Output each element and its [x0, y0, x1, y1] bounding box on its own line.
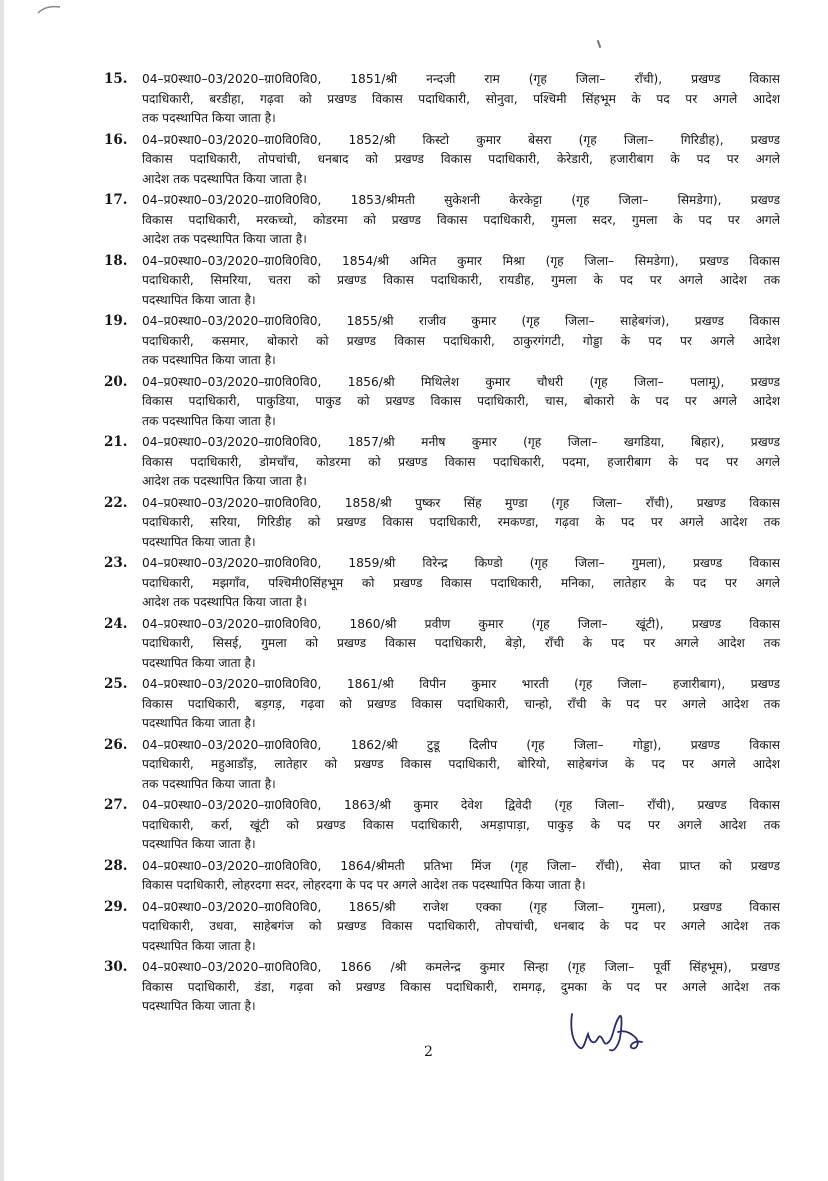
list-item: [104, 898, 780, 957]
scan-mark: [36, 4, 62, 14]
item-text-line: विकास पदाधिकारी, लोहरदगा सदर, लोहरदगा के पद पर अगले आदेश तक पदस्थापित किया जाता है।: [142, 878, 586, 892]
list-item: [104, 373, 780, 432]
item-text-line: आदेश तक पदस्थापित किया जाता है।: [142, 595, 307, 609]
item-number: 21.: [104, 434, 128, 450]
list-item: [104, 433, 780, 492]
item-text-line: पदाधिकारी, सिसई, गुमला को प्रखण्ड विकास पदाधिकारी, बेड़ो, राँची के पद पर अगले आदेश तक: [142, 636, 780, 650]
list-item: [104, 796, 780, 855]
list-item: [104, 131, 780, 190]
item-text-line: पदस्थापित किया जाता है।: [142, 999, 256, 1013]
item-text-line: पदाधिकारी, उधवा, साहेबगंज को प्रखण्ड विकास पदाधिकारी, तोपचांची, धनबाद के पद पर अगले आदेश तक: [142, 919, 780, 933]
list-item: [104, 312, 780, 371]
item-text-line: पदस्थापित किया जाता है।: [142, 938, 256, 953]
signature: [566, 1008, 650, 1058]
item-text-line: 04–प्र0स्था0–03/2020–ग्रा0वि0वि0, 1860/श्री प्रवीण कुमार (गृह जिला– खूंटी), प्रखण्ड विकास: [142, 616, 780, 631]
item-number: 23.: [104, 555, 128, 571]
item-text-line: 04–प्र0स्था0–03/2020–ग्रा0वि0वि0, 1866 /श्री कमलेन्द्र कुमार सिन्हा (गृह जिला– पूर्वी सिंहभूम), प्रखण्ड: [142, 960, 780, 974]
item-text-line: विकास पदाधिकारी, पाकुडिया, पाकुड को प्रखण्ड विकास पदाधिकारी, चास, बोकारो के पद पर अगले आदेश: [142, 394, 780, 408]
item-text-line: तक पदस्थापित किया जाता है।: [142, 776, 276, 791]
scan-edge: [0, 0, 4, 1181]
item-text-line: विकास पदाधिकारी, डोमचाँच, कोडरमा को प्रखण्ड विकास पदाधिकारी, पदमा, हजारीबाग के पद पर अगले: [142, 454, 780, 469]
item-text-line: तक पदस्थापित किया जाता है।: [142, 413, 276, 428]
item-text-line: पदाधिकारी, बरडीहा, गढ़वा को प्रखण्ड विकास पदाधिकारी, सोनुवा, पश्चिमी सिंहभूम के पद पर अगले आदेश: [142, 91, 780, 106]
item-text-line: विकास पदाधिकारी, बड़गड़, गढ़वा को प्रखण्ड विकास पदाधिकारी, चान्हो, राँची के पद पर अगले आदेश तक: [142, 696, 780, 711]
item-number: 16.: [104, 131, 128, 148]
item-text-line: 04–प्र0स्था0–03/2020–ग्रा0वि0वि0, 1861/श्री विपीन कुमार भारती (गृह जिला– हजारीबाग), प्रखण्ड: [142, 677, 780, 691]
list-item: [104, 70, 780, 129]
item-number: 19.: [104, 313, 128, 329]
item-text-line: पदस्थापित किया जाता है।: [142, 837, 256, 851]
list-item: [104, 494, 780, 553]
item-text-line: 04–प्र0स्था0–03/2020–ग्रा0वि0वि0, 1853/श्रीमती सुकेशनी केरकेट्टा (गृह जिला– सिमडेगा), प्रखण्ड: [142, 193, 780, 207]
item-text-line: पदाधिकारी, सरिया, गिरिडीह को प्रखण्ड विकास पदाधिकारी, रमकण्डा, गढ़वा के पद पर अगले आदेश तक: [142, 515, 780, 529]
list-item: [104, 252, 780, 311]
item-text-line: आदेश तक पदस्थापित किया जाता है।: [142, 232, 307, 246]
item-number: 25.: [104, 676, 128, 692]
transfer-order-list: [104, 70, 780, 1019]
item-text-line: आदेश तक पदस्थापित किया जाता है।: [142, 474, 307, 488]
item-text-line: पदाधिकारी, कर्रा, खूंटी को प्रखण्ड विकास पदाधिकारी, अमड़ापाड़ा, पाकुड़ के पद पर अगले आदेश तक: [142, 817, 780, 832]
list-item: [104, 554, 780, 613]
item-number: 26.: [104, 736, 128, 753]
item-text-line: 04–प्र0स्था0–03/2020–ग्रा0वि0वि0, 1851/श्री नन्दजी राम (गृह जिला– राँची), प्रखण्ड विकास: [142, 72, 780, 86]
list-item: [104, 857, 780, 896]
item-text-line: पदस्थापित किया जाता है।: [142, 655, 256, 670]
item-text-line: पदाधिकारी, सिमरिया, चतरा को प्रखण्ड विकास पदाधिकारी, रायडीह, गुमला के पद पर अगले आदेश तक: [142, 273, 780, 287]
item-number: 17.: [104, 192, 128, 208]
item-text-line: 04–प्र0स्था0–03/2020–ग्रा0वि0वि0, 1865/श्री राजेश एक्का (गृह जिला– गुमला), प्रखण्ड विकास: [142, 899, 780, 914]
item-text-line: तक पदस्थापित किया जाता है।: [142, 353, 276, 367]
item-text-line: 04–प्र0स्था0–03/2020–ग्रा0वि0वि0, 1855/श्री राजीव कुमार (गृह जिला– साहेबगंज), प्रखण्ड विकास: [142, 314, 780, 328]
item-text-line: 04–प्र0स्था0–03/2020–ग्रा0वि0वि0, 1858/श्री पुष्कर सिंह मुण्डा (गृह जिला– राँची), प्रखण्ड विकास: [142, 495, 780, 510]
item-text-line: 04–प्र0स्था0–03/2020–ग्रा0वि0वि0, 1863/श्री कुमार देवेश द्विवेदी (गृह जिला– राँची), प्रखण्ड विकास: [142, 798, 780, 812]
scan-mark: [597, 40, 602, 48]
item-number: 18.: [104, 252, 128, 269]
item-text-line: 04–प्र0स्था0–03/2020–ग्रा0वि0वि0, 1852/श्री किस्टो कुमार बेसरा (गृह जिला– गिरिडीह), प्रखण्ड: [142, 132, 780, 147]
item-text-line: पदस्थापित किया जाता है।: [142, 534, 256, 549]
item-number: 29.: [104, 898, 128, 915]
item-text-line: 04–प्र0स्था0–03/2020–ग्रा0वि0वि0, 1864/श्रीमती प्रतिभा मिंज (गृह जिला– राँची), सेवा प्राप्त को प्रखण्ड: [142, 858, 780, 873]
list-item: [104, 191, 780, 250]
item-text-line: आदेश तक पदस्थापित किया जाता है।: [142, 171, 307, 186]
item-text-line: विकास पदाधिकारी, मरकच्चो, कोडरमा को प्रखण्ड विकास पदाधिकारी, गुमला सदर, गुमला के पद पर अगले: [142, 212, 780, 227]
item-number: 24.: [104, 615, 128, 632]
list-item: [104, 736, 780, 795]
item-text-line: पदस्थापित किया जाता है।: [142, 292, 256, 307]
item-text-line: तक पदस्थापित किया जाता है।: [142, 111, 276, 125]
item-text-line: पदस्थापित किया जाता है।: [142, 716, 256, 730]
item-number: 20.: [104, 373, 128, 390]
item-number: 22.: [104, 494, 128, 511]
item-number: 30.: [104, 959, 128, 975]
item-text-line: 04–प्र0स्था0–03/2020–ग्रा0वि0वि0, 1856/श्री मिथिलेश कुमार चौधरी (गृह जिला– पलामू), प्रखण्ड: [142, 374, 780, 389]
list-item: [104, 958, 780, 1017]
item-text-line: पदाधिकारी, मझगाँव, पश्चिमी0सिंहभूम को प्रखण्ड विकास पदाधिकारी, मनिका, लातेहार के पद पर अगले: [142, 575, 780, 590]
item-text-line: विकास पदाधिकारी, डंडा, गढ़वा को प्रखण्ड विकास पदाधिकारी, रामगढ़, दुमका के पद पर अगले आदेश तक: [142, 979, 780, 994]
item-text-line: 04–प्र0स्था0–03/2020–ग्रा0वि0वि0, 1862/श्री टुडू दिलीप (गृह जिला– गोड्डा), प्रखण्ड विकास: [142, 737, 780, 752]
list-item: [104, 615, 780, 674]
item-number: 27.: [104, 797, 128, 813]
item-text-line: 04–प्र0स्था0–03/2020–ग्रा0वि0वि0, 1857/श्री मनीष कुमार (गृह जिला– खगडिया, बिहार), प्रखण्ड: [142, 435, 780, 449]
list-item: [104, 675, 780, 734]
item-text-line: 04–प्र0स्था0–03/2020–ग्रा0वि0वि0, 1859/श्री विरेन्द्र किण्डो (गृह जिला– गुमला), प्रखण्ड विकास: [142, 556, 780, 570]
item-text-line: 04–प्र0स्था0–03/2020–ग्रा0वि0वि0, 1854/श्री अमित कुमार मिश्रा (गृह जिला– सिमडेगा), प्रखण्ड विकास: [142, 253, 780, 268]
item-text-line: विकास पदाधिकारी, तोपचांची, धनबाद को प्रखण्ड विकास पदाधिकारी, केरेडारी, हजारीबाग के पद पर अगले: [142, 152, 780, 166]
page-number: 2: [424, 1044, 433, 1060]
item-number: 28.: [104, 857, 128, 874]
item-text-line: पदाधिकारी, कसमार, बोकारो को प्रखण्ड विकास पदाधिकारी, ठाकुरगंगटी, गोड्डा के पद पर अगले आदेश: [142, 333, 780, 348]
item-text-line: पदाधिकारी, महुआडाँड़, लातेहार को प्रखण्ड विकास पदाधिकारी, बोरियो, साहेबगंज के पद पर अगले आदेश: [142, 757, 780, 771]
item-number: 15.: [104, 71, 128, 87]
